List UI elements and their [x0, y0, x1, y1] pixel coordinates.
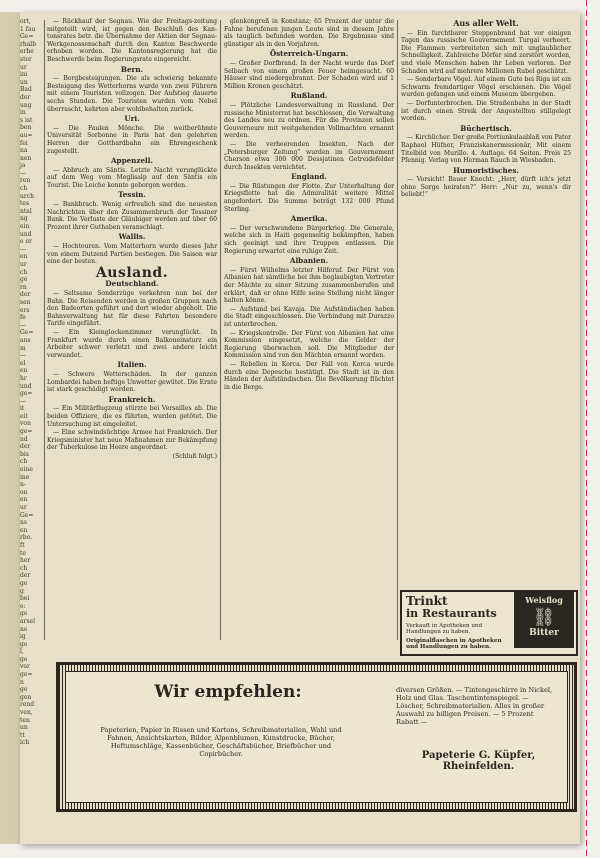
section-heading: Rußland.	[290, 91, 328, 101]
section-heading: Deutschland.	[105, 279, 159, 289]
article-text: — Dorfunterbrochen. Die Straßenbahn in der Stadt ist durch einen Streik der Angestellten stillgelegt worden.	[401, 99, 571, 123]
line-fragment: rbo.	[20, 534, 33, 542]
weisflog-logo	[514, 592, 574, 648]
line-fragment: ge	[20, 276, 28, 284]
article-text: — Ein Kleinglockenzimmer verunglückt. In Frankfurt wurde durch einen Balkoneinsturz ein Arbeiter schwer verletzt und zwei andere leicht verwundet.	[47, 328, 217, 359]
line-fragment: ch	[20, 458, 28, 466]
line-fragment: l,	[20, 648, 24, 656]
line-fragment: —	[20, 352, 26, 360]
line-fragment: ren	[20, 177, 31, 185]
line-fragment: Ge=	[20, 511, 34, 519]
line-fragment: un	[20, 78, 28, 86]
ausland-heading: Ausland.	[95, 264, 169, 281]
line-fragment: erbe	[20, 48, 34, 56]
line-fragment: ch	[20, 564, 28, 572]
article-text: — Eine schwindsüchtige Armee hat Frankreich. Der Kriegsminister hat neue Maßnahmen zur Bekämpfung der Tuberkulose im Heere angeordnet.	[47, 429, 217, 452]
article-text: — Kriegskontrolle. Der Fürst von Albanien hat eine Kommission eingesetzt, welche die Gelder der Regierung überwachen soll. Die Mitglieder der Kommission sind von den Mächten ernannt worden.	[224, 329, 394, 360]
line-fragment: —	[20, 321, 26, 329]
section-heading: England.	[291, 172, 327, 182]
line-fragment: in	[20, 109, 26, 117]
section-heading: Albanien.	[289, 256, 329, 266]
line-fragment: te	[20, 549, 26, 557]
line-fragment: her	[20, 557, 31, 565]
line-fragment: fe	[20, 314, 26, 322]
article-text: glenkongreß in Konstanz; 65 Prozent der unter die Fahne berufenen jungen Leute sind in diesem Jahre als tauglich befunden worden. Die Ergebnisse sind günstiger als in den Vorjahren.	[224, 18, 394, 48]
line-fragment: en	[20, 526, 28, 534]
line-fragment: ng	[20, 215, 28, 223]
line-fragment: im	[20, 71, 28, 79]
line-fragment: eit	[20, 412, 28, 420]
line-fragment: bis	[20, 450, 29, 458]
line-fragment: ans	[20, 336, 31, 344]
section-heading: Uri.	[124, 114, 140, 124]
ad-right-text: diversen Größen. — Tintengeschirre in Nickel, Holz und Glas. Taschentintenspiegel. — Löscher, Schreibmaterialien. Alles in großer Auswahl zu billigen Preisen. — 5 Prozent Rabatt —	[396, 686, 553, 726]
line-fragment: ntal	[20, 207, 32, 215]
line-fragment: Ge=	[20, 329, 34, 337]
article-text: — Ein Militärflugzeug stürzte bei Versailles ab. Die beiden Offiziere, die es führten, wurden getötet. Die Untersuchung ist eingeleitet.	[47, 405, 217, 428]
line-fragment: ch	[20, 268, 28, 276]
ad-firm-name: Papeterie G. Küpfer, Rheinfelden.	[421, 750, 536, 772]
book-spine	[0, 12, 20, 844]
papeterie-advertisement	[56, 662, 577, 812]
line-fragment: eine	[20, 466, 33, 474]
article-text: — Hochtouren. Vom Matterhorn wurde dieses Jahr von einem Dutzend Partien bestiegen. Die Saison war eine der besten.	[47, 243, 217, 266]
line-fragment: ur	[20, 63, 27, 71]
line-fragment: nen	[20, 154, 32, 162]
line-fragment: rhalb	[20, 40, 37, 48]
newspaper-page	[20, 12, 580, 844]
ad-bottom-text: Originalflaschen in Apotheken und Handlungen zu haben.	[406, 638, 502, 651]
line-fragment: en	[20, 253, 28, 261]
column-rule	[44, 20, 45, 640]
line-fragment: und	[20, 230, 32, 238]
line-fragment: el	[20, 359, 26, 367]
section-heading: Aus aller Welt.	[453, 18, 519, 28]
left-column-fragments	[20, 18, 42, 747]
line-fragment: on	[20, 488, 28, 496]
section-heading: Amerika.	[290, 214, 328, 224]
line-fragment: ung	[20, 101, 32, 109]
article-text: — Vorsicht! Bauer Knecht: „Herr, dürft ich's jetzt ohne Sorge heiraten?“ Herr: „Nur zu, wenn's dir beliebt!“	[401, 176, 571, 199]
section-heading: Appenzell.	[110, 156, 154, 166]
line-fragment: ers	[20, 306, 30, 314]
line-fragment: arsel	[20, 617, 35, 625]
line-fragment: Ge=	[20, 33, 34, 41]
line-fragment: ge=	[20, 671, 33, 679]
line-fragment: ge=	[20, 428, 33, 436]
line-fragment: Bad	[20, 86, 32, 94]
column-rule	[220, 20, 221, 640]
line-fragment: der	[20, 572, 31, 580]
ad-text: Verkauft in Apotheken und Handlungen zu haben.	[406, 623, 483, 636]
line-fragment: ster	[20, 55, 32, 63]
line-fragment: sen	[20, 298, 31, 306]
article-text: — Rückhauf der Segnau. Wie der Freitags-zeitung mitgeteilt wird, ist gegen den Beschluß des Kan-tonsrates betr. die Übernahme der Aktien der Segnau-Werkgenossenschaft durch den Kanton Beschwerde erhoben worden. Die Kantonsregierung hat die Beschwerde beim Regierungsrate eingereicht.	[47, 18, 217, 63]
line-fragment: ort,	[20, 18, 31, 25]
article-text: — Sonderbare Vögel. Auf einem Gute bei Riga ist ein Schwarm fremdartiger Vögel erschienen. Die Vögel wurden gefangen und einem Museum übergeben.	[401, 76, 571, 99]
line-fragment: en	[20, 367, 28, 375]
line-fragment: ich	[20, 739, 30, 747]
line-fragment: gen	[20, 693, 32, 701]
line-fragment: der	[20, 93, 31, 101]
line-fragment: na	[20, 147, 28, 155]
article-text: — Aufstand bei Kavaja. Die Aufständischen haben die Stadt eingeschlossen. Die Verbindung mit Durazzo ist unterbrochen.	[224, 305, 394, 328]
line-fragment: von	[20, 420, 31, 428]
logo-top-text: Weisflog	[525, 595, 563, 605]
line-fragment: —	[20, 169, 26, 177]
article-text: — Großer Dorfbrand. In der Nacht wurde das Dorf Selbach von einem großen Feuer heimgesucht. 60 Häuser sind niedergebrannt. Der Schaden wird auf 1 Million Kronen geschätzt.	[224, 59, 394, 90]
line-fragment: g	[20, 587, 24, 595]
section-heading: Bern.	[120, 64, 144, 74]
line-fragment: 1 fau	[20, 25, 36, 33]
line-fragment: ven,	[20, 709, 33, 717]
line-fragment: ten	[20, 716, 30, 724]
article-text: — Die Rüstungen der Flotte. Zur Unterhaltung der Kriegsflotte hat die Admiralität weitere Mittel angefordert. Die Summe beträgt 132 000 Pfund Sterling.	[224, 182, 394, 213]
logo-bottom-text: Bitter	[529, 628, 559, 638]
line-fragment: —	[20, 397, 26, 405]
line-fragment: ben	[20, 124, 32, 132]
line-fragment: urch	[20, 192, 34, 200]
line-fragment: n	[20, 678, 24, 686]
line-fragment: ge	[20, 640, 28, 648]
section-heading: Humoristisches.	[453, 165, 519, 175]
line-fragment: und	[20, 382, 32, 390]
line-fragment: fei	[20, 139, 28, 147]
article-text: — Ein furchtbarer Steppenbrand hat vor einigen Tagen das russische Gouvernement Turgai verheert. Die Flammen verbreiteten sich mit unglaublicher Schnelligkeit. Zahlreiche Dörfer sind zerstört worden, und viele Menschen haben ihr Leben verloren. Der Schaden wird auf mehrere Millionen Rubel geschätzt.	[401, 29, 571, 75]
line-fragment: ge	[20, 579, 28, 587]
article-text: — Die Faulen Mönche. Die weitberühmte Universität Sorbonne in Paris hat den gelehrten Herren der Gotthardbahn ein Ehrengeschenk zugestellt.	[47, 124, 217, 155]
line-fragment: ge	[20, 610, 28, 618]
article-text: — Der verschwundene Bürgerkrieg. Die Generale, welche sich in Haiti gegenseitig bekämpften, haben sich geeinigt und ihre Truppen entlassen. Die Regierung erwartet eine ruhige Zeit.	[224, 224, 394, 255]
bottle-icon: ⛓	[532, 607, 556, 628]
article-text: — Bergbesteigungen. Die als schwierig bekannte Besteigung des Wetterhorns wurde von zwei Führern mit einem Touristen vollzogen. Der Aufstieg dauerte sechs Stunden. Die Touristen wurden vom Nebel überrascht, kehrten aber wohlbehalten zurück.	[47, 75, 217, 113]
section-heading: Österreich-Ungarn.	[269, 49, 349, 59]
line-fragment: un	[20, 724, 28, 732]
continued-note: (Schluß folgt.)	[172, 452, 217, 460]
article-text: — Fürst Wilhelms letzter Hilferuf. Der Fürst von Albanien hat sämtliche bei ihm beglaubigten Vertreter der Mächte zu einer Sitzung zusammenberufen und erklärt, daß er ohne Hilfe seine Stellung nicht länger halten könne.	[224, 266, 394, 305]
article-text: — Bankbrach. Wenig erfreulich sind die neuesten Nachrichten über den Zusammenbruch der Tessiner Bank. Die Verluste der Gläubiger werden auf über 60 Prozent ihrer Guthaben veranschlagt.	[47, 201, 217, 231]
line-fragment: ja	[20, 162, 26, 170]
line-fragment: ge	[20, 655, 28, 663]
line-fragment: nd	[20, 435, 28, 443]
article-text: — Kirchlicher. Der große Portiunkulaablaß von Pater Raphael Hüfner, Franziskanermissionär, Mit einem Titelbild von Murillo. 4. Auflage. 64 Seiten. Preis 25 Pfennig. Verlag von Herman Rauch in Wiesbaden.	[401, 134, 571, 165]
line-fragment: e er	[20, 238, 32, 246]
line-fragment: n-	[20, 481, 26, 489]
section-heading: Frankreich.	[108, 394, 156, 404]
line-fragment: it	[20, 405, 25, 413]
line-fragment: s ist	[20, 116, 33, 124]
article-text: — Seltsame Sonderzüge verkehren nun bei der Bahn. Die Reisenden werden in großen Gruppen nach den Badeorten geführt und dort wieder abgeholt. Die Bahnverwaltung hat für diese Fahrten besondere Tarife eingeführt.	[47, 290, 217, 328]
article-text: — Plötzliche Landesverwaltung in Russland. Der russische Ministerrat hat beschlossen, die Verwaltung des Landes neu zu ordnen. Für die Provinzen sollen Gouverneure mit weitgehenden Vollmachten ernannt werden.	[224, 101, 394, 140]
ad-trinkt: Trinkt	[406, 594, 448, 608]
line-fragment: bei	[20, 595, 30, 603]
line-fragment: ur	[20, 261, 27, 268]
line-fragment: ein	[20, 223, 30, 231]
line-fragment: ft	[20, 541, 25, 549]
line-fragment: rn	[20, 283, 27, 291]
line-fragment: tes	[20, 200, 30, 208]
line-fragment: au=	[20, 131, 33, 139]
line-fragment: rend	[20, 701, 35, 709]
line-fragment: ig	[20, 633, 26, 641]
line-fragment: en	[20, 496, 28, 504]
section-heading: Tessin.	[118, 190, 146, 200]
line-fragment: e:	[20, 602, 26, 610]
line-fragment: ge=	[20, 390, 33, 398]
section-heading: Italien.	[117, 360, 147, 370]
column-3	[401, 18, 571, 584]
line-fragment: —	[20, 245, 26, 253]
line-fragment: der	[20, 291, 31, 299]
column-1	[47, 18, 217, 630]
line-fragment: der	[20, 443, 31, 451]
article-text: — Die verheerenden Insekten. Nach der „Petersburger Zeitung“ wurden im Gouvernement Cherson etwa 300 000 Dessjatinen Getreidefelder durch Insekten vernichtet.	[224, 140, 394, 171]
line-fragment: ur	[20, 504, 27, 511]
article-text: — Schwere Wetterschäden. In der ganzen Lombardei haben heftige Unwetter gewütet. Die Ernte ist stark geschädigt worden.	[47, 370, 217, 394]
column-2	[224, 18, 394, 630]
line-fragment: ne	[20, 625, 28, 633]
article-text: — Rebellen in Korca. Der Fall von Korca wurde durch eine Depesche bestätigt. Die Stadt ist in den Händen der Aufständischen. Die Bevölkerung flüchtet in die Berge.	[224, 360, 394, 391]
ad-left-text: Papeterien, Papier in Rissen und Kartons, Schreibmaterialien, Wahl und Fahnen, Ansichtskarten, Bilder, Alpenblumen, Kunstdrucke, Bücher, Heftumschläge, Kassenbücher, Geschäftsbücher, Briefbücher und Copirbücher.	[100, 726, 342, 758]
margin-guide-line	[586, 0, 587, 858]
line-fragment: tt	[20, 731, 25, 739]
line-fragment: ch	[20, 185, 28, 193]
ad-title: Wir empfehlen:	[154, 682, 302, 702]
line-fragment: hr	[20, 374, 27, 382]
line-fragment: ge	[20, 686, 28, 694]
column-rule	[397, 20, 398, 640]
article-text: — Abbruch am Säntis. Letzte Nacht verunglückte auf dem Weg vom Meglisalp auf den Säntis ein Tourist. Die Leiche konnte geborgen werden.	[47, 166, 217, 189]
line-fragment: ine	[20, 473, 30, 481]
line-fragment: vor	[20, 663, 30, 671]
bitter-advertisement	[400, 590, 578, 656]
ad-restaurants: in Restaurants	[406, 607, 497, 620]
line-fragment: ns	[20, 519, 27, 527]
section-heading: Büchertisch.	[460, 123, 512, 133]
section-heading: Wallis.	[118, 232, 146, 242]
line-fragment: m	[20, 344, 26, 352]
